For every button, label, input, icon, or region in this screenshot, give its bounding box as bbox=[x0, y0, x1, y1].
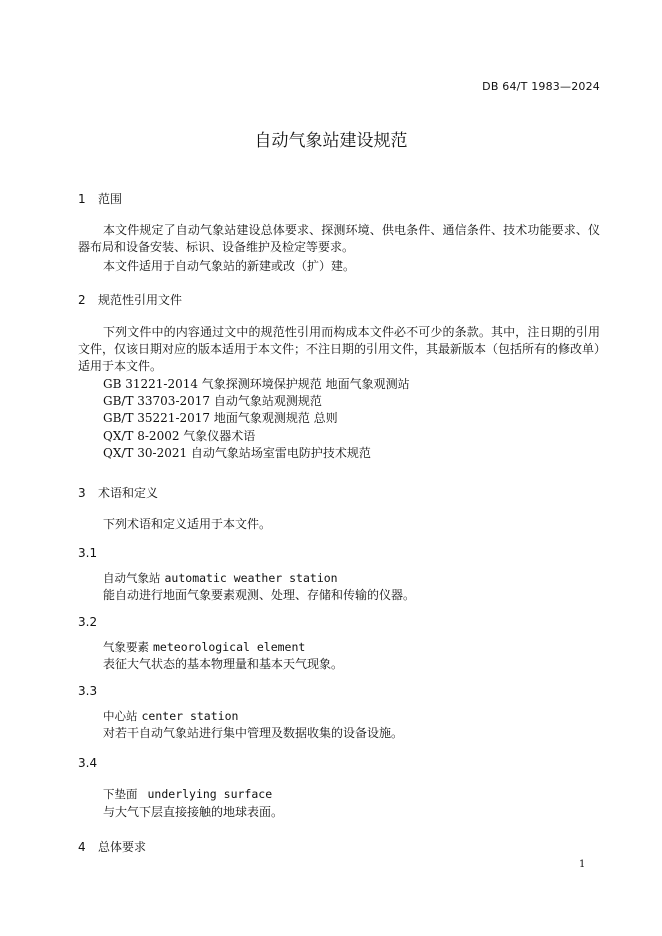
section-number: 2 bbox=[78, 293, 86, 307]
term-chinese: 气象要素 bbox=[103, 640, 149, 654]
page-number: 1 bbox=[579, 859, 586, 870]
term-entry bbox=[103, 639, 305, 655]
reference-item: GB/T 35221-2017 地面气象观测规范 总则 bbox=[103, 411, 338, 425]
term-entry bbox=[103, 570, 338, 586]
term-english: underlying surface bbox=[147, 787, 273, 801]
term-english: automatic weather station bbox=[164, 571, 338, 585]
section-title: 范围 bbox=[98, 192, 123, 206]
section-4-heading bbox=[78, 838, 146, 855]
term-entry bbox=[103, 708, 238, 724]
section-3-paragraph: 下列术语和定义适用于本文件。 bbox=[103, 517, 272, 531]
section-3-heading bbox=[78, 484, 158, 501]
standard-code: DB 64/T 1983—2024 bbox=[482, 80, 600, 93]
term-chinese: 自动气象站 bbox=[103, 571, 161, 585]
section-title: 总体要求 bbox=[98, 840, 147, 854]
section-title: 术语和定义 bbox=[98, 486, 159, 500]
reference-item: QX/T 30-2021 自动气象站场室雷电防护技术规范 bbox=[103, 446, 371, 460]
reference-item: GB 31221-2014 气象探测环境保护规范 地面气象观测站 bbox=[103, 377, 410, 391]
reference-item: GB/T 33703-2017 自动气象站观测规范 bbox=[103, 394, 322, 408]
term-definition: 对若干自动气象站进行集中管理及数据收集的设备设施。 bbox=[103, 726, 404, 740]
term-chinese: 中心站 bbox=[103, 709, 138, 723]
section-number: 3 bbox=[78, 486, 86, 500]
section-1-paragraph-2: 本文件适用于自动气象站的新建或改（扩）建。 bbox=[103, 259, 356, 273]
term-number: 3.1 bbox=[78, 546, 98, 560]
reference-item: QX/T 8-2002 气象仪器术语 bbox=[103, 429, 256, 443]
section-1-paragraph-1: 本文件规定了自动气象站建设总体要求、探测环境、供电条件、通信条件、技术功能要求、仪器布局和设备安装、标识、设备维护及检定等要求。 bbox=[78, 223, 600, 254]
section-title: 规范性引用文件 bbox=[98, 293, 183, 307]
term-definition: 能自动进行地面气象要素观测、处理、存储和传输的仪器。 bbox=[103, 588, 416, 602]
term-number: 3.2 bbox=[78, 615, 98, 629]
section-number: 4 bbox=[78, 840, 86, 854]
term-definition: 表征大气状态的基本物理量和基本天气现象。 bbox=[103, 657, 344, 671]
term-english: meteorological element bbox=[153, 640, 306, 654]
section-number: 1 bbox=[78, 192, 86, 206]
section-2-heading bbox=[78, 291, 182, 308]
document-title: 自动气象站建设规范 bbox=[254, 131, 408, 151]
term-number: 3.3 bbox=[78, 684, 98, 698]
section-2-paragraph: 下列文件中的内容通过文中的规范性引用而构成本文件必不可少的条款。其中，注日期的引用文件，仅该日期对应的版本适用于本文件；不注日期的引用文件，其最新版本（包括所有的修改单）适用于本文件。 bbox=[78, 325, 601, 373]
term-chinese: 下垫面 bbox=[103, 787, 138, 801]
section-1-heading bbox=[78, 190, 122, 207]
term-number: 3.4 bbox=[78, 756, 98, 770]
term-entry bbox=[103, 786, 272, 802]
term-definition: 与大气下层直接接触的地球表面。 bbox=[103, 805, 284, 819]
term-english: center station bbox=[141, 709, 239, 723]
